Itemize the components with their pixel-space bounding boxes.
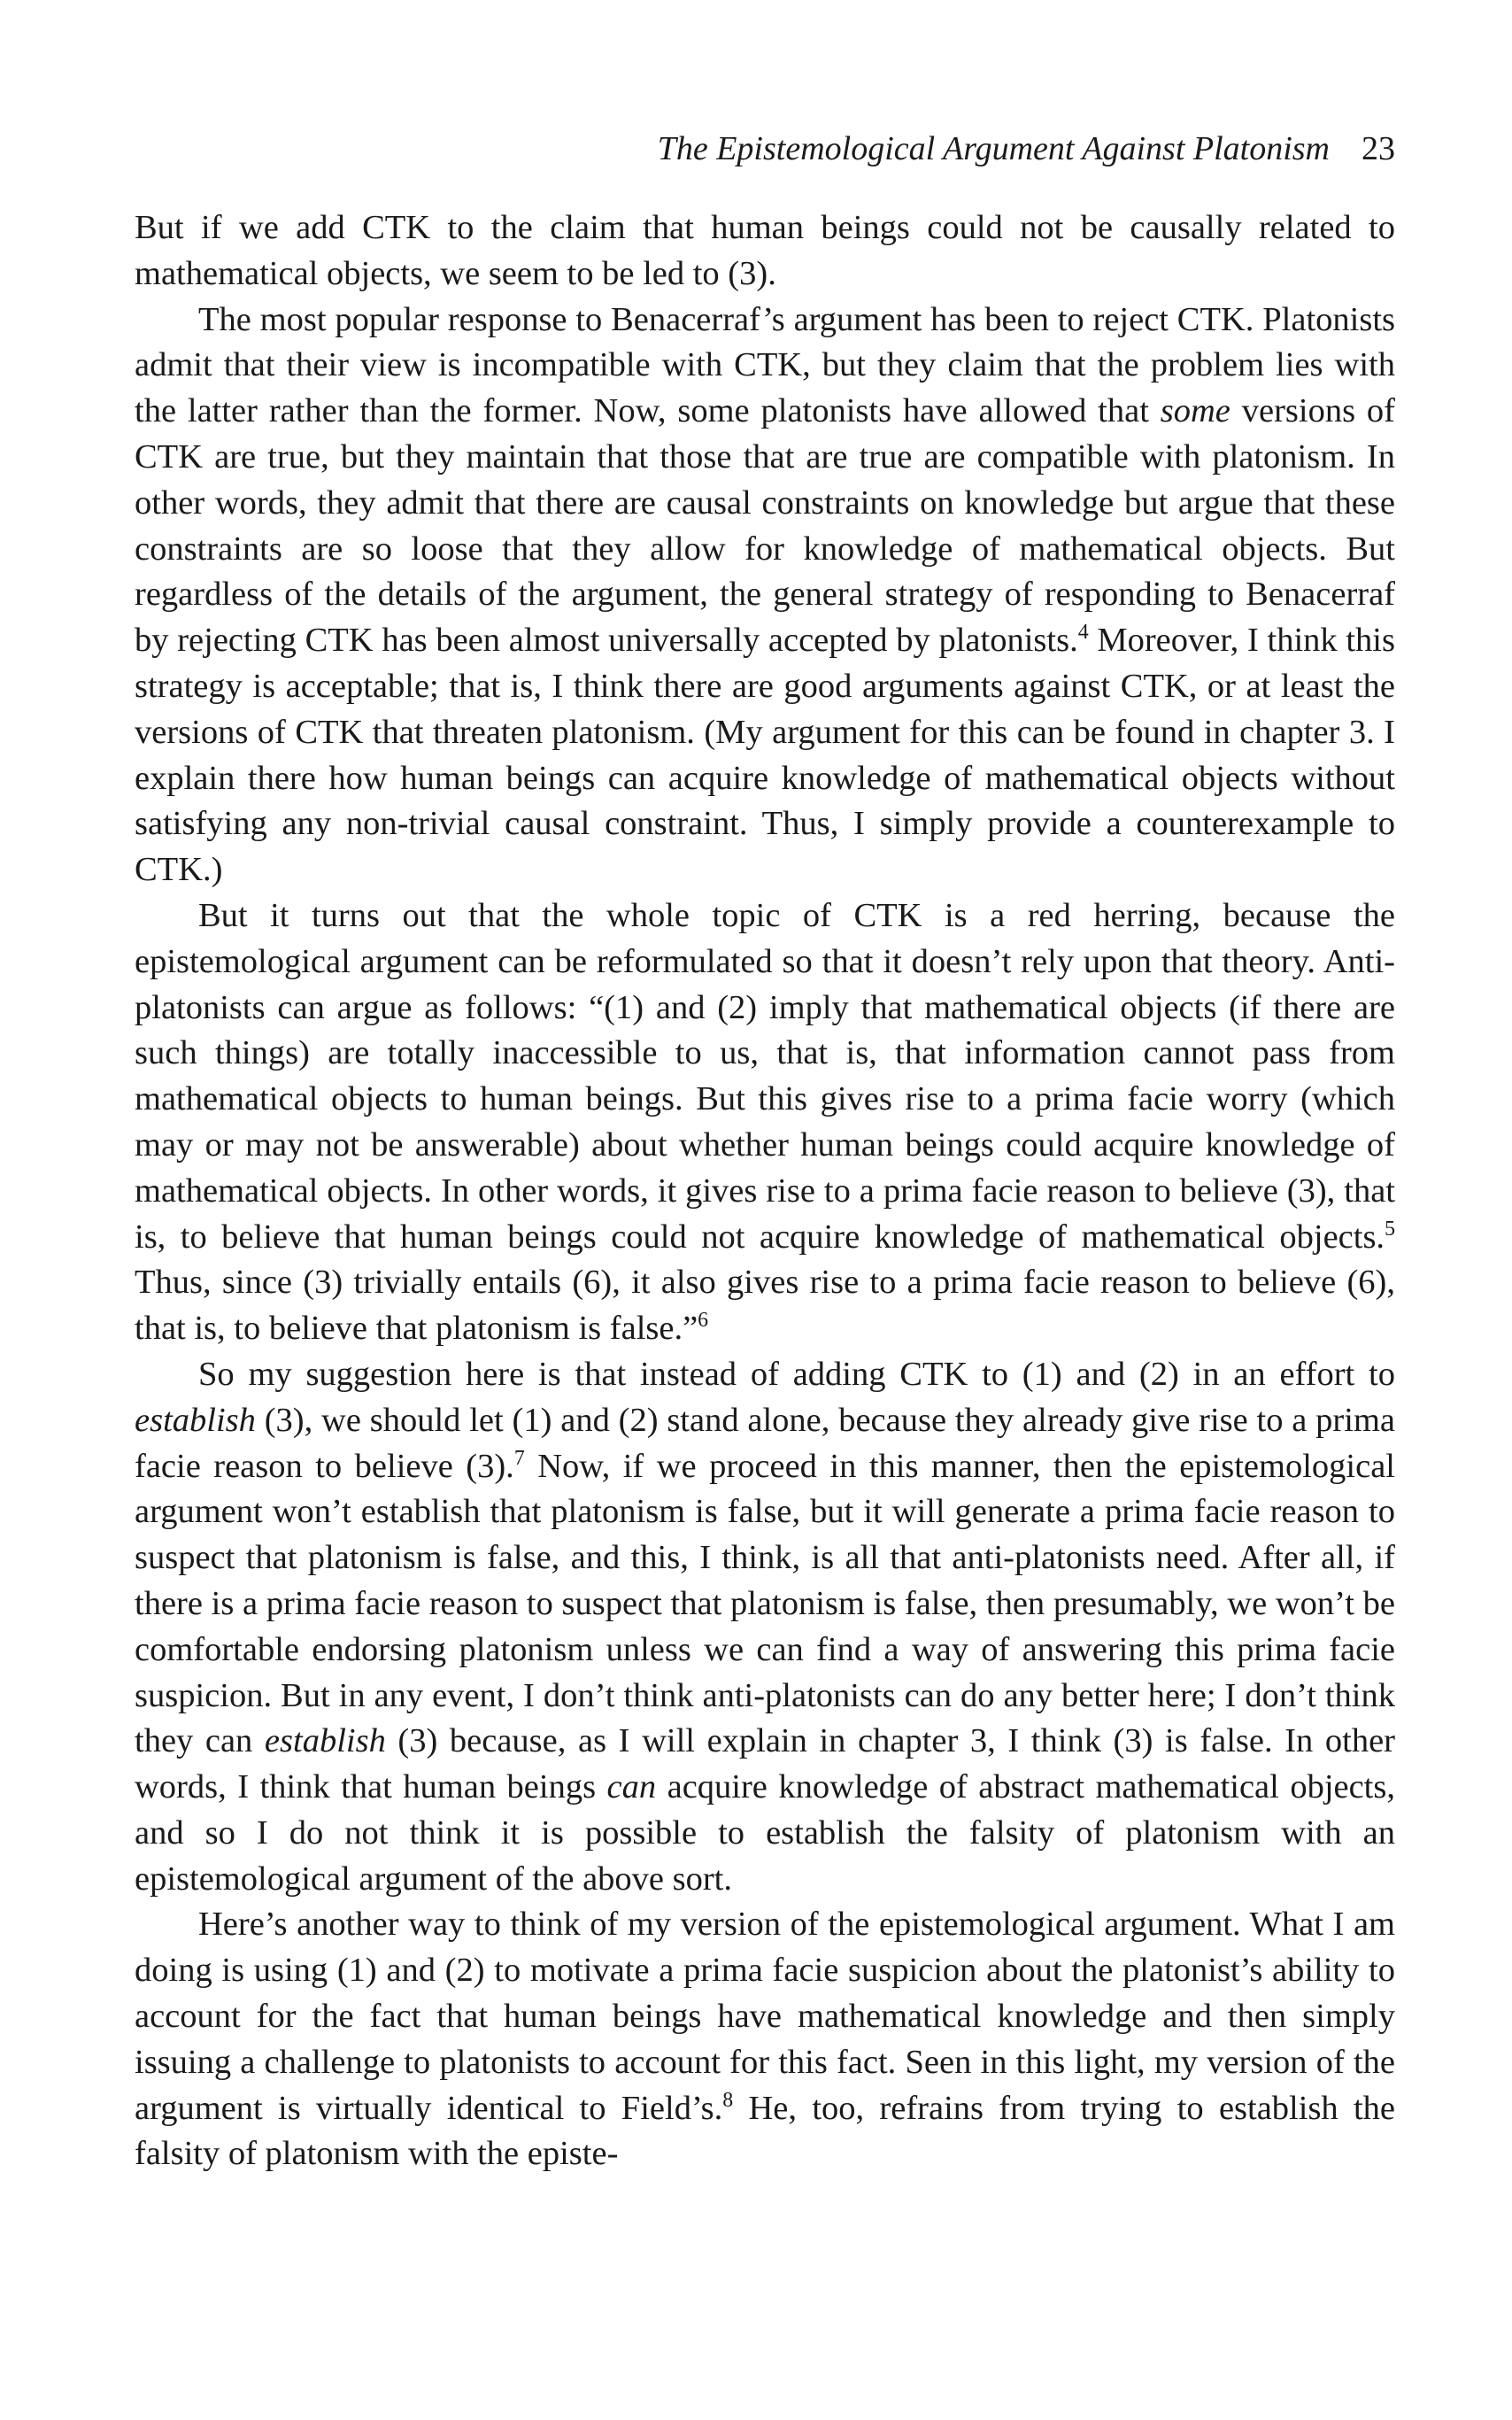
paragraph-4-text-a: So my suggestion here is that instead of adding CTK to (1) and (2) in an effort to xyxy=(198,1355,1395,1393)
paragraph-4 xyxy=(135,1352,1395,1903)
paragraph-2-text-c: Moreover, I think this strategy is acceptable; that is, I think there are good arguments against CTK, or at least the versions of CTK that threaten platonism. (My argument for this can be found in chapter 3. I explain there how human beings can acquire knowledge of mathematical objects without satisfying any non-trivial causal constraint. Thus, I simply provide a counterexample to CTK.) xyxy=(135,622,1395,889)
paragraph-5-text-a: Here’s another way to think of my version of the epistemological argument. What I am doing is using (1) and (2) to motivate a prima facie suspicion about the platonist’s ability to account for the fact that human beings have mathematical knowledge and then simply issuing a challenge to platonists to account for this fact. Seen in this light, my version of the argument is virtually identical to Field’s. xyxy=(135,1906,1395,2127)
emphasis-can: can xyxy=(606,1768,657,1806)
footnote-marker-5: 5 xyxy=(1385,1217,1395,1241)
paragraph-1-text: But if we add CTK to the claim that human beings could not be causally related to mathematical objects, we seem to be led to (3). xyxy=(135,209,1395,292)
emphasis-some: some xyxy=(1160,392,1230,430)
footnote-marker-8: 8 xyxy=(722,2088,734,2112)
footnote-marker-4: 4 xyxy=(1077,621,1089,645)
paragraph-5-text-b: He, too, refrains from trying to establish the falsity of platonism with the episte- xyxy=(135,2089,1396,2173)
paragraph-4-text-c: Now, if we proceed in this manner, then the epistemological argument won’t establish that platonism is false, but it will generate a prima facie reason to suspect that platonism is false, and this, I think, is all that anti-platonists need. After all, if there is a prima facie reason to suspect that platonism is false, then presumably, we won’t be comfortable endorsing platonism unless we can find a way of answering this prima facie suspicion. But in any event, I don’t think anti-platonists can do any better here; I don’t think they can xyxy=(135,1447,1395,1760)
paragraph-4-text-b: (3), we should let (1) and (2) stand alone, because they already give rise to a prima facie reason to believe (3). xyxy=(135,1401,1395,1485)
paragraph-4-text-e: acquire knowledge of abstract mathematical objects, and so I do not think it is possible to establish the falsity of platonism with an epistemological argument of the above sort. xyxy=(135,1768,1395,1898)
emphasis-establish-1: establish xyxy=(135,1401,256,1439)
emphasis-establish-2: establish xyxy=(264,1722,386,1760)
paragraph-2 xyxy=(135,298,1395,893)
running-head-title: The Epistemological Argument Against Platonism xyxy=(657,130,1330,167)
paragraph-1 xyxy=(135,205,1395,298)
body-text xyxy=(135,205,1395,2177)
footnote-marker-6: 6 xyxy=(698,1309,709,1333)
running-head xyxy=(135,126,1395,172)
page-number: 23 xyxy=(1362,130,1395,167)
paragraph-2-text-b: versions of CTK are true, but they maintain that those that are true are compatible with platonism. In other words, they admit that there are causal constraints on knowledge but argue that these constraints are so loose that they allow for knowledge of mathematical objects. But regardless of the details of the argument, the general strategy of responding to Benacerraf by rejecting CTK has been almost universally accepted by platonists. xyxy=(135,392,1395,660)
paragraph-2-text-a: The most popular response to Benacerraf’s argument has been to reject CTK. Platonists admit that their view is incompatible with CTK, but they claim that the problem lies with the latter rather than the former. Now, some platonists have allowed that xyxy=(135,300,1395,430)
paragraph-5 xyxy=(135,1902,1395,2177)
paragraph-4-text-d: (3) because, as I will explain in chapter 3, I think (3) is false. In other words, I think that human beings xyxy=(135,1722,1395,1806)
paragraph-3 xyxy=(135,893,1395,1352)
footnote-marker-7: 7 xyxy=(513,1446,525,1470)
paragraph-3-text-a: But it turns out that the whole topic of CTK is a red herring, because the epistemological argument can be reformulated so that it doesn’t rely upon that theory. Anti-platonists can argue as follows: “(1) and (2) imply that mathematical objects (if there are such things) are totally inaccessible to us, that is, that information cannot pass from mathematical objects to human beings. But this gives rise to a prima facie worry (which may or may not be answerable) about whether human beings could acquire knowledge of mathematical objects. In other words, it gives rise to a prima facie reason to believe (3), that is, to believe that human beings could not acquire knowledge of mathematical objects. xyxy=(135,896,1395,1256)
paragraph-3-text-b: Thus, since (3) trivially entails (6), it also gives rise to a prima facie reason to believe (6), that is, to believe that platonism is false.” xyxy=(135,1264,1395,1348)
